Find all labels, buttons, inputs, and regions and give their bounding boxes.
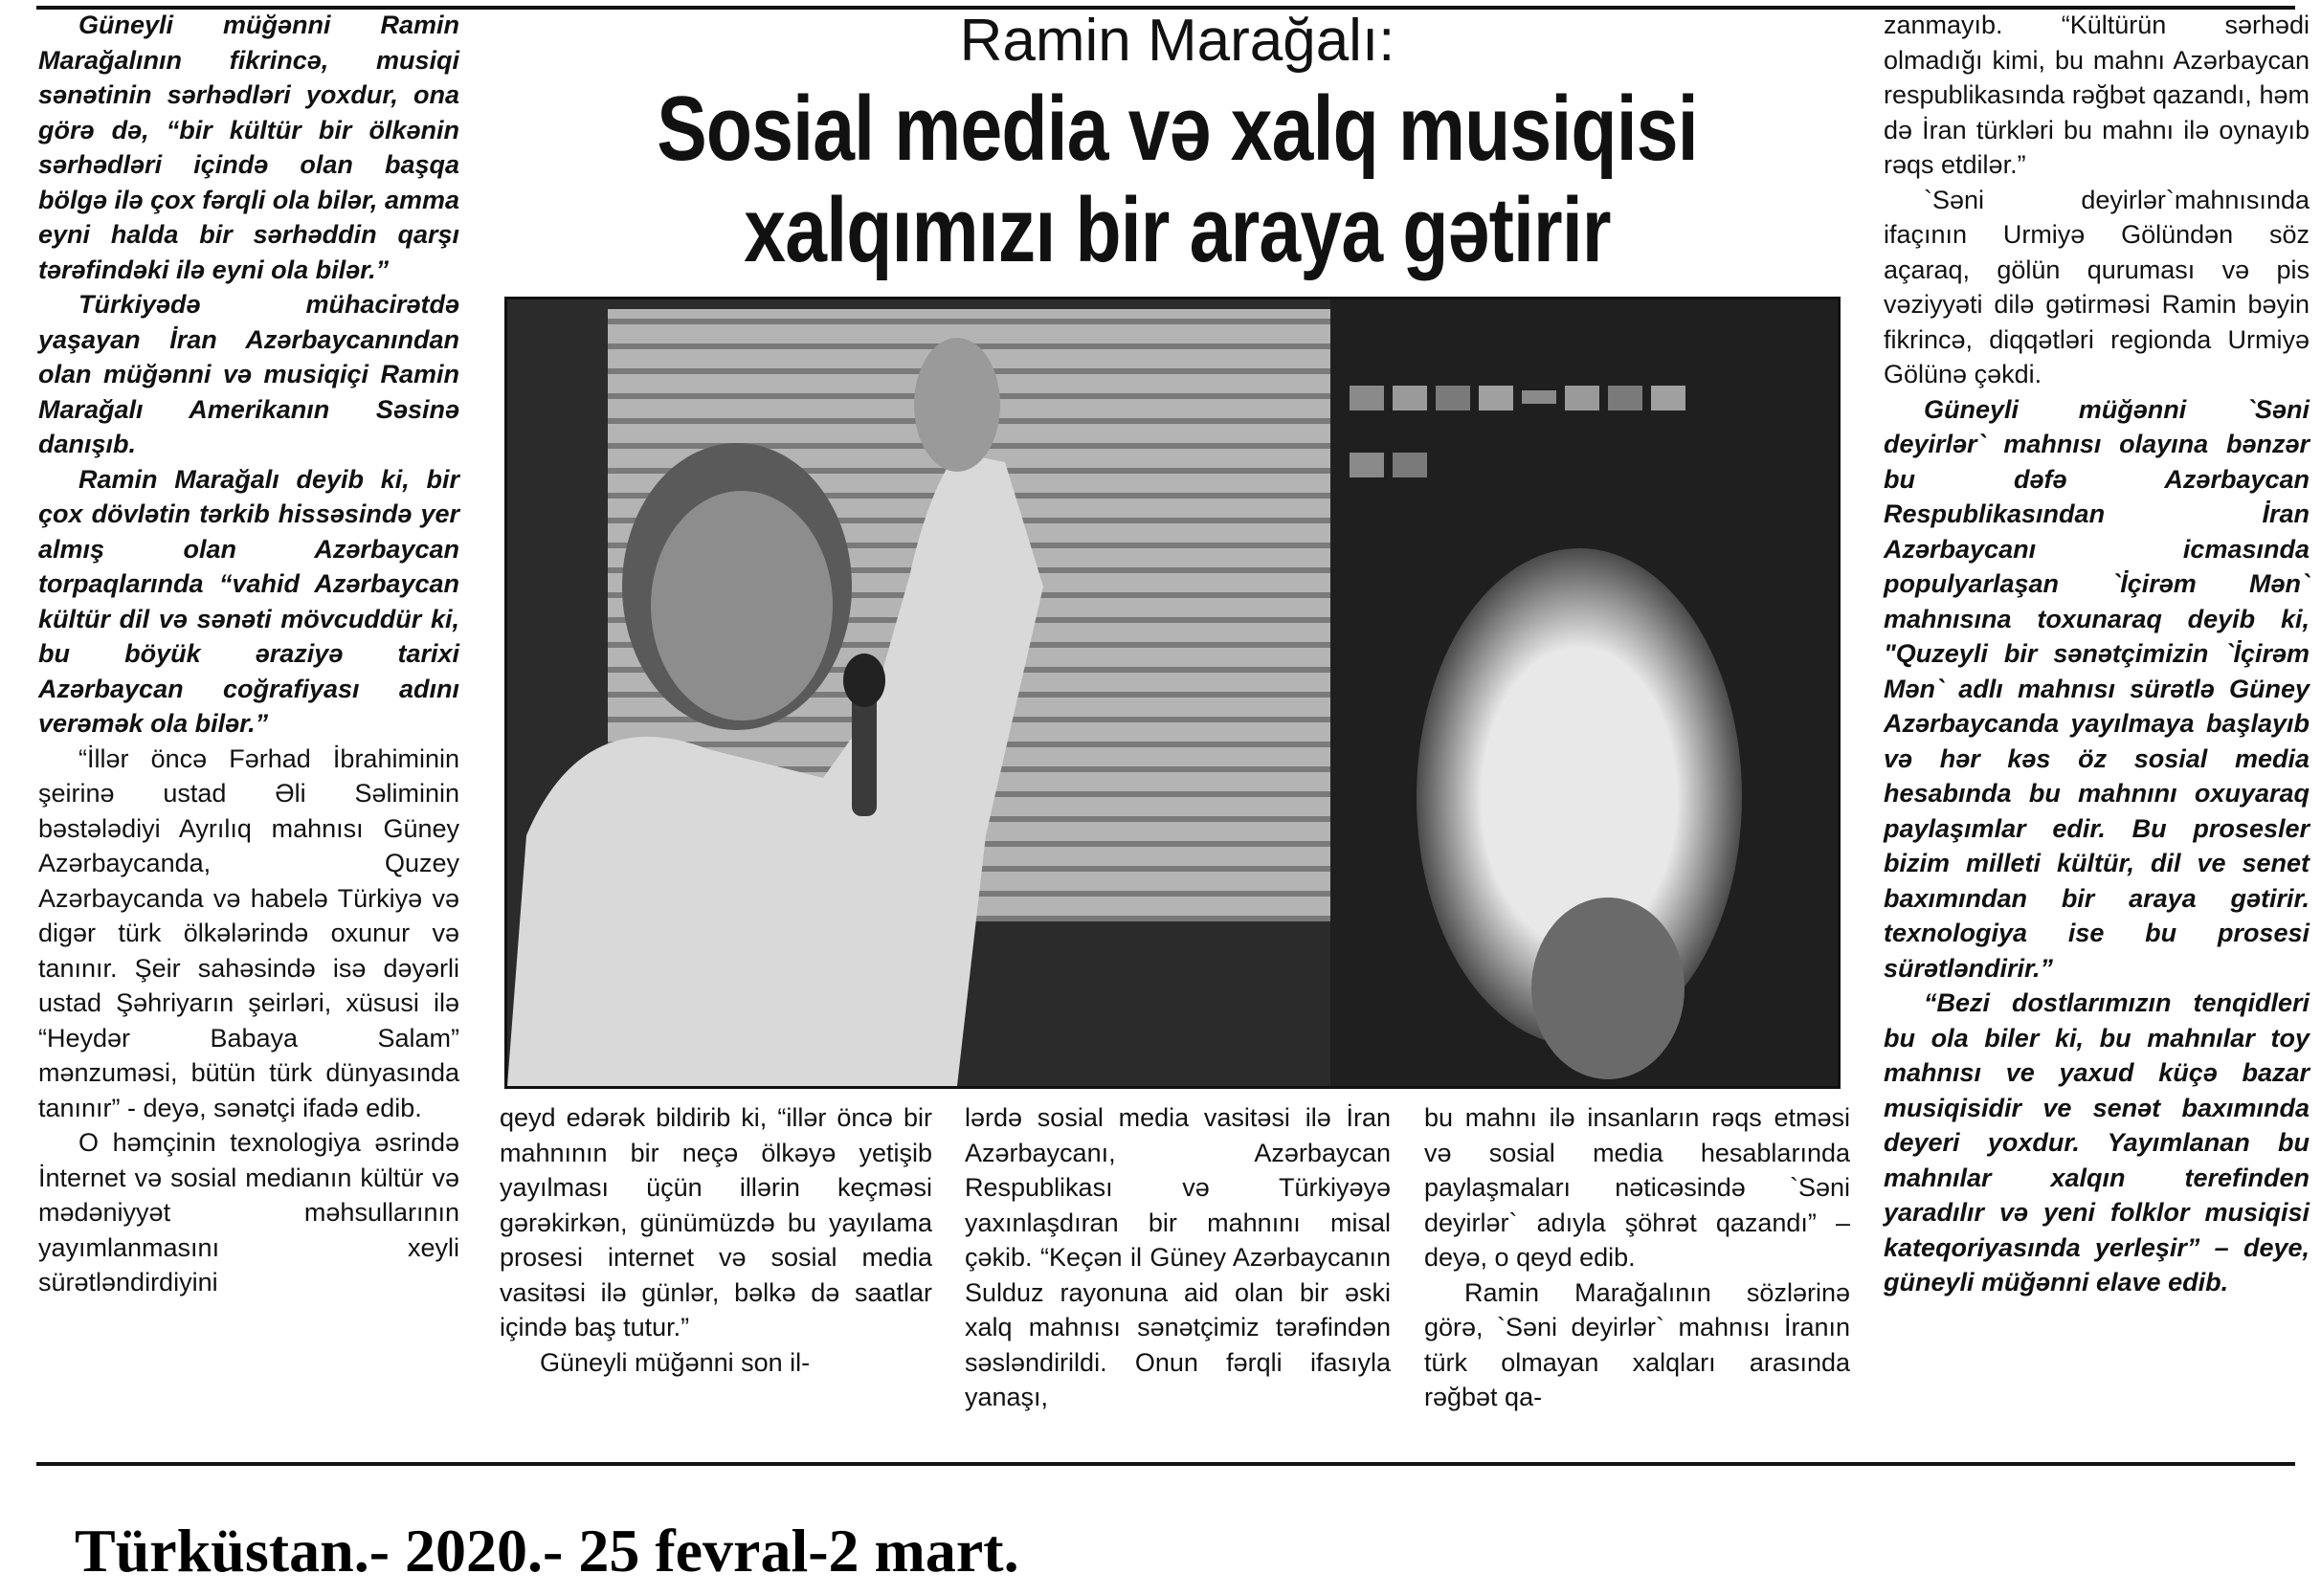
- left-paragraph-5: O həmçinin texnologiya əsrində İnternet və sosial medianın kültür və mədəniyyət məhsullarının yayımlanmasını xeyli sürətləndirdiyini: [38, 1128, 459, 1297]
- article-headline: [604, 78, 1750, 281]
- mid2-paragraph-1: lərdə sosial media vasitəsi ilə İran Azərbaycanı, Azərbaycan Respublikası və Türkiyəyə yaxınlaşdıran bir mahnını misal çəkib. “Keçən il Güney Azərbaycanın Sulduz rayonuna aid olan bir əski xalq mahnısı sənətçimiz tərəfindən səsləndirildi. Onun fərqli ifasıyla yanaşı,: [965, 1103, 1391, 1411]
- middle-column-3: [1424, 1100, 1850, 1415]
- left-paragraph-3: Ramin Marağalı deyib ki, bir çox dövlətin tərkib hissəsində yer almış olan Azərbaycan torpaqlarında “vahid Azərbaycan kültür dil və sənəti mövcuddür ki, bu böyük əraziyə tarixi Azərbaycan coğrafiyası adını verəmək ola bilər.”: [38, 464, 459, 738]
- source-citation: Türküstan.- 2020.- 25 fevral-2 mart.: [75, 1517, 1019, 1585]
- right-paragraph-2: `Səni deyirlər`mahnısında ifaçının Urmiyə Gölündən söz açaraq, gölün quruması və pis vəziyyəti dilə gətirməsi Ramin bəyin fikrincə, diqqətləri regionda Urmiyə Gölünə çəkdi.: [1884, 185, 2310, 388]
- left-paragraph-4: “İllər öncə Fərhad İbrahiminin şeirinə ustad Əli Səliminin bəstələdiyi Ayrılıq mahnısı Güney Azərbaycanda, Quzey Azərbaycanda və habelə Türkiyə və digər türk ölkələrində oxunur və tanınır. Şeir sahəsində isə dəyərli ustad Şəhriyarın şeirləri, xüsusi ilə “Heydər Babaya Salam” mənzuməsi, bütün türk dünyasında tanınır” - deyə, sənətçi ifadə edib.: [38, 743, 459, 1122]
- left-column: [38, 8, 459, 1300]
- right-paragraph-4: “Bezi dostlarımızın tenqidleri bu ola biler ki, bu mahnılar toy mahnısı ve yaxud küçə bazar musiqisidir ve senət baxımında deyeri yoxdur. Yayımlanan bu mahnılar xalqın terefinden yaradılır və yeni folklor musiqisi kateqoriyasında yerleşir” – deye, güneyli müğənni elave edib.: [1884, 988, 2310, 1297]
- mid1-paragraph-1: qeyd edərək bildirib ki, “illər öncə bir mahnının bir neçə ölkəyə yetişib yayılması üçün illərin keçməsi gərəkirkən, günümüzdə bu yayılama prosesi internet və sosial media vasitəsi ilə günlər, bəlkə də saatlar içində baş tutur.”: [500, 1103, 932, 1341]
- photo-of-singer-on-stage: [507, 299, 1838, 1086]
- right-paragraph-1: zanmayıb. “Kültürün sərhədi olmadığı kimi, bu mahnı Azərbaycan respublikasında rəğbət qazandı, həm də İran türkləri bu mahnı ilə oynayıb rəqs etdilər.”: [1884, 11, 2310, 179]
- article-kicker: Ramin Marağalı:: [959, 8, 1395, 74]
- middle-column-2: [965, 1100, 1391, 1415]
- middle-column-1: [500, 1100, 932, 1380]
- right-column: [1884, 8, 2310, 1300]
- mid1-paragraph-2: Güneyli müğənni son il-: [540, 1347, 811, 1377]
- article-photo: [504, 297, 1841, 1089]
- headline-line-2: xalqımızı bir araya gətirir: [744, 179, 1611, 281]
- left-paragraph-2: Türkiyədə mühacirətdə yaşayan İran Azərbaycanından olan müğənni və musiqiçi Ramin Marağalı Amerikanın Səsinə danışıb.: [38, 290, 459, 458]
- mid3-paragraph-1: bu mahnı ilə insanların rəqs etməsi və sosial media hesablarında paylaşmaları nəticəsində `Səni deyirlər` adıyla şöhrət qazandı” – deyə, o qeyd edib.: [1424, 1103, 1850, 1272]
- left-paragraph-1: Güneyli müğənni Ramin Marağalının fikrincə, musiqi sənətinin sərhədləri yoxdur, ona görə də, “bir kültür bir ölkənin sərhədləri içində olan başqa bölgə ilə çox fərqli ola bilər, amma eyni halda bir sərhəddin qarşı tərəfindəki ilə eyni ola bilər.”: [38, 11, 459, 284]
- bottom-rule: [36, 1462, 2295, 1466]
- right-paragraph-3: Güneyli müğənni `Səni deyirlər` mahnısı olayına bənzər bu dəfə Azərbaycan Respublikasından İran Azərbaycanı icmasında populyarlaşan `İçirəm Mən` mahnısına toxunaraq deyib ki, "Quzeyli bir sənətçimizin `İçirəm Mən` adlı mahnısı sürətlə Güney Azərbaycanda yayılmaya başlayıb və hər kəs öz sosial media hesabında bu mahnını oxuyaraq paylaşımlar edir. Bu prosesler bizim milleti kültür, dil ve senet baxımından bir araya gətirir. texnologiya ise bu prosesi sürətləndirir.”: [1884, 394, 2310, 983]
- headline-line-1: Sosial media və xalq musiqisi: [657, 78, 1698, 180]
- mid3-paragraph-2: Ramin Marağalının sözlərinə görə, `Səni deyirlər` mahnısı İranın türk olmayan xalqları arasında rəğbət qa-: [1424, 1277, 1850, 1411]
